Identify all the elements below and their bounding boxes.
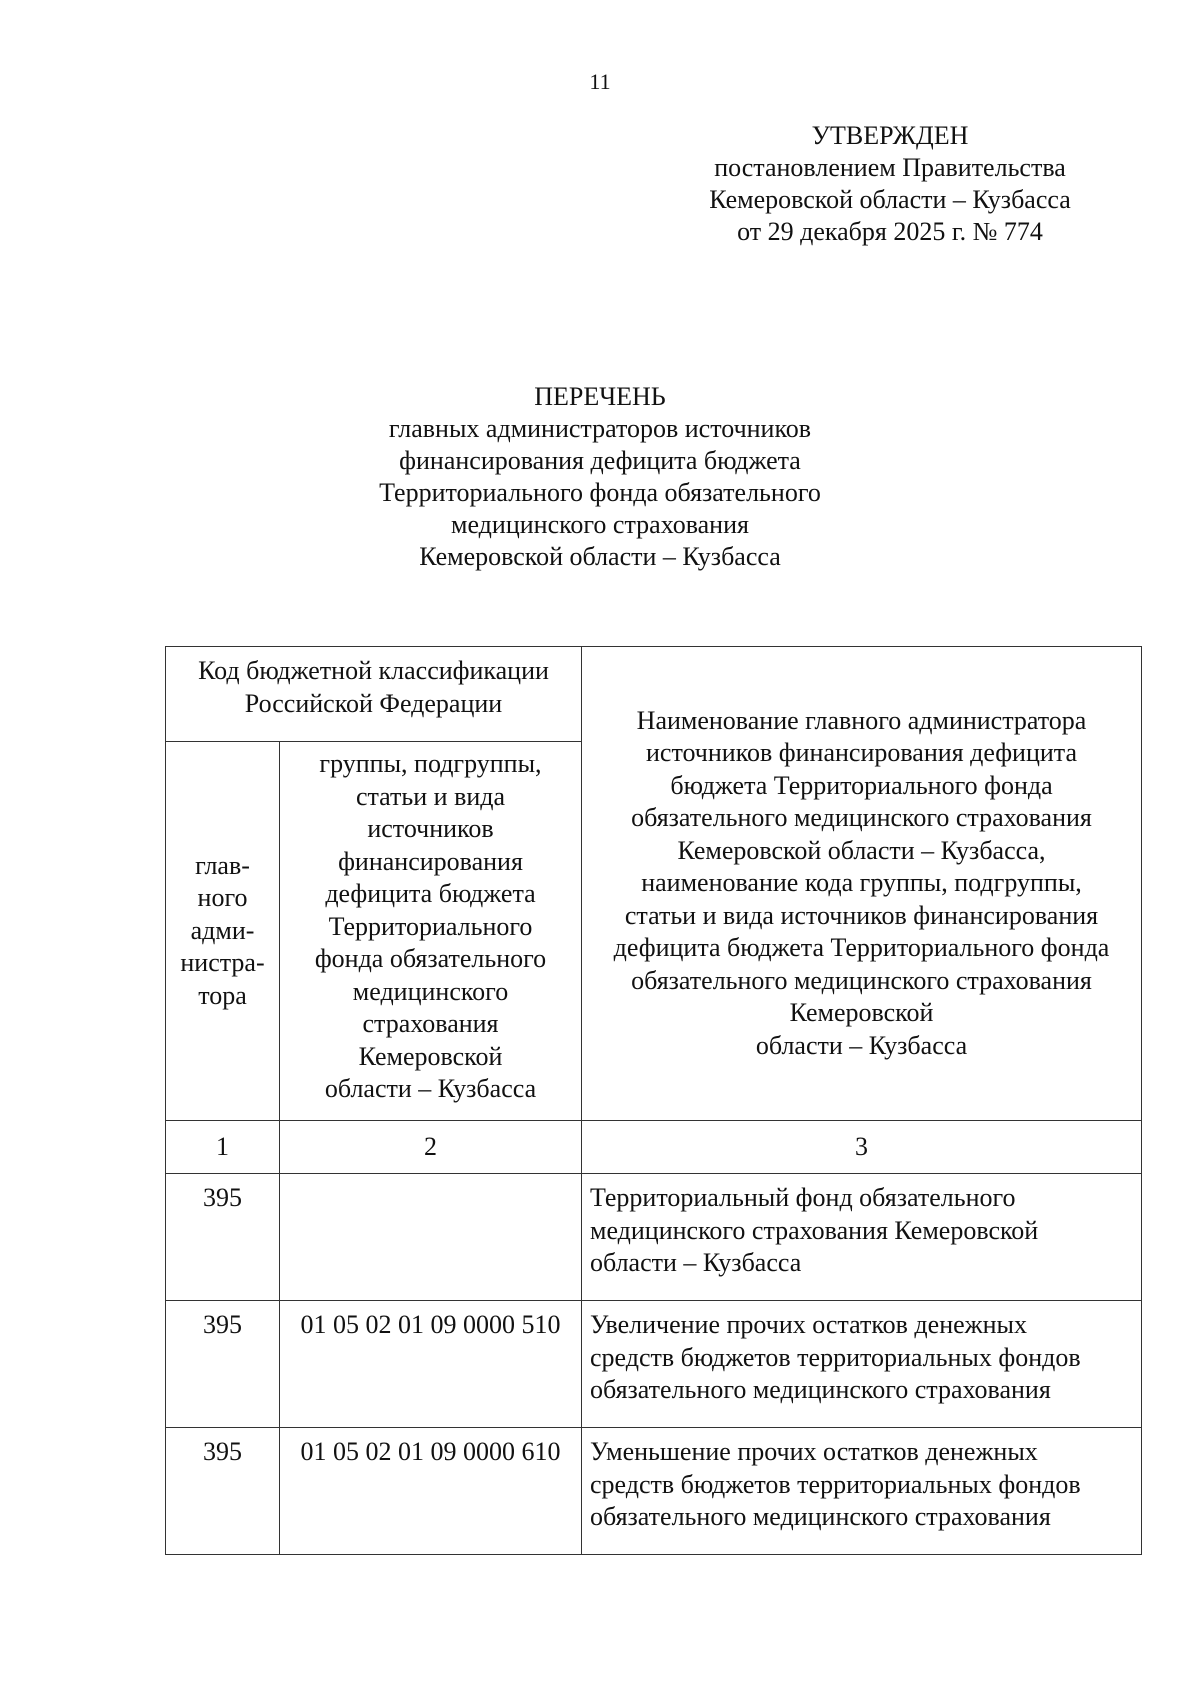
header-budget-classification: Код бюджетной классификации Российской Федерации	[166, 647, 582, 742]
admin-code-cell: 395	[166, 1301, 280, 1428]
approval-line: Кемеровской области – Кузбасса	[709, 185, 1071, 214]
column-number-row	[166, 1121, 1142, 1174]
header-administrator-name: Наименование главного администратора источников финансирования дефицита бюджета Территориального фонда обязательного медицинского страхования Кемеровской области – Кузбасса, наименование кода группы, подгруппы, статьи и вида источников финансирования дефицита бюджета Территориального фонда обязательного медицинского страхования Кемеровской области – Кузбасса	[582, 647, 1142, 1121]
table-row	[166, 1301, 1142, 1428]
column-number: 3	[582, 1121, 1142, 1174]
approval-heading: УТВЕРЖДЕН	[811, 121, 969, 150]
admin-code-cell: 395	[166, 1174, 280, 1301]
page-number: 11	[589, 69, 611, 94]
administrators-table	[165, 646, 1142, 1555]
source-code-cell: 01 05 02 01 09 0000 610	[280, 1428, 582, 1555]
title-line: главных администраторов источников	[388, 414, 812, 443]
name-cell: Уменьшение прочих остатков денежных средств бюджетов территориальных фондов обязательного медицинского страхования	[582, 1428, 1142, 1555]
title-line: медицинского страхования	[451, 510, 749, 539]
source-code-cell	[280, 1174, 582, 1301]
document-title	[300, 381, 900, 573]
title-line: финансирования дефицита бюджета	[399, 446, 801, 475]
table-row	[166, 1428, 1142, 1555]
title-line: Территориального фонда обязательного	[379, 478, 821, 507]
approval-stamp	[660, 120, 1120, 248]
header-chief-administrator: глав- ного адми- нистра- тора	[166, 742, 280, 1121]
table-row	[166, 1174, 1142, 1301]
approval-date: от 29 декабря 2025 г. № 774	[737, 217, 1043, 246]
approval-line: постановлением Правительства	[714, 153, 1066, 182]
title-heading: ПЕРЕЧЕНЬ	[534, 382, 666, 411]
name-cell: Увеличение прочих остатков денежных средств бюджетов территориальных фондов обязательного медицинского страхования	[582, 1301, 1142, 1428]
column-number: 1	[166, 1121, 280, 1174]
source-code-cell: 01 05 02 01 09 0000 510	[280, 1301, 582, 1428]
name-cell: Территориальный фонд обязательного медицинского страхования Кемеровской области – Кузбасса	[582, 1174, 1142, 1301]
column-number: 2	[280, 1121, 582, 1174]
header-source-code: группы, подгруппы, статьи и вида источников финансирования дефицита бюджета Территориального фонда обязательного медицинского страхования Кемеровской области – Кузбасса	[280, 742, 582, 1121]
admin-code-cell: 395	[166, 1428, 280, 1555]
title-line: Кемеровской области – Кузбасса	[419, 542, 781, 571]
